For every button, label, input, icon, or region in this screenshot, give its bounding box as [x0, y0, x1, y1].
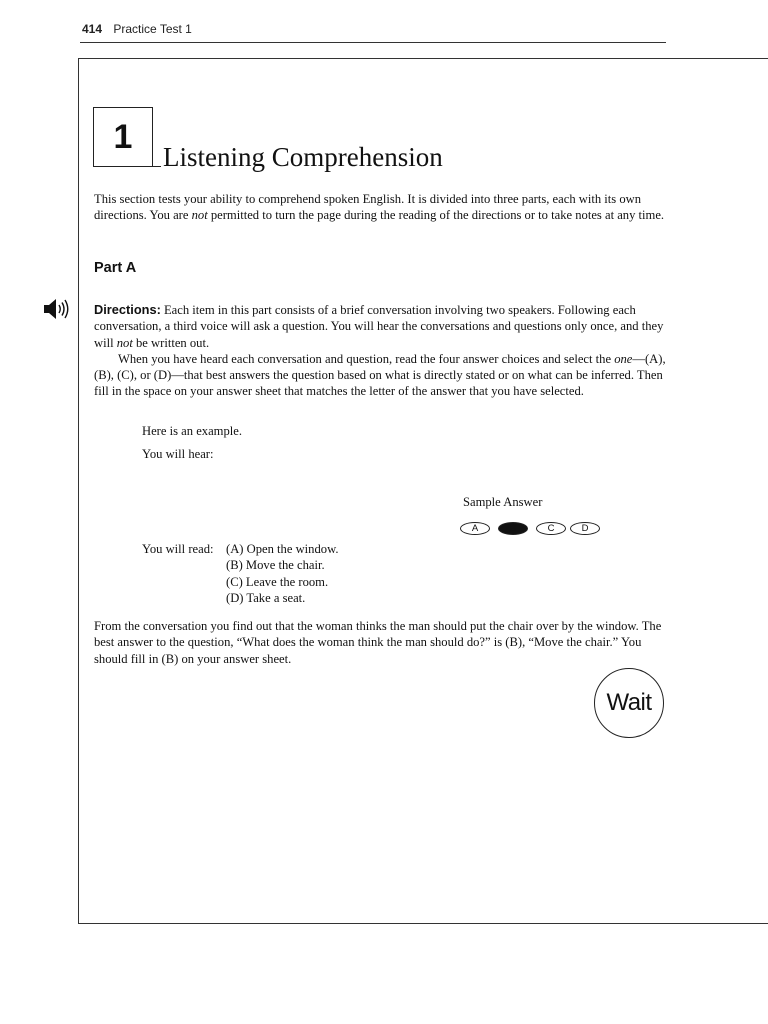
- directions-text-3: When you have heard each conversation and question, read the four answer choices and select the: [118, 351, 615, 366]
- section-number-box: 1: [93, 107, 153, 167]
- intro-text-1: This section tests your ability to comprehend spoken English. It is divided into three parts, each with its own directions. You are: [94, 192, 642, 223]
- directions-label: Directions:: [94, 302, 161, 317]
- answer-choices: [226, 541, 339, 606]
- section-box-rule: [153, 166, 161, 167]
- choice-b: (B) Move the chair.: [226, 558, 325, 573]
- bubble-a: A: [460, 522, 490, 535]
- running-title: Practice Test 1: [113, 22, 192, 36]
- directions-para-2: [94, 351, 669, 400]
- directions-block: [94, 302, 669, 400]
- will-read-label: You will read:: [142, 542, 214, 556]
- speaker-icon[interactable]: [42, 297, 72, 321]
- bubble-d: D: [570, 522, 600, 535]
- directions-text-1: Each item in this part consists of a brief conversation involving two speakers. Following each conversation, a third voice will ask a question. You will hear the conversations and questions only once, and they will: [94, 303, 664, 350]
- section-intro: [94, 191, 669, 224]
- example-explanation: From the conversation you find out that the woman thinks the man should put the chair over by the window. The best answer to the question, “What does the woman think the man should do?” is (B), “Move the chair.” You should fill in (B) on your answer sheet.: [94, 619, 662, 666]
- running-header: [82, 22, 666, 36]
- choice-d: (D) Take a seat.: [226, 590, 306, 605]
- section-title: Listening Comprehension: [163, 142, 443, 172]
- directions-text-2: be written out.: [132, 335, 210, 350]
- directions-emphasis-not: not: [116, 335, 133, 350]
- directions-emphasis-one: one: [614, 351, 633, 366]
- directions-para-1: [94, 302, 669, 351]
- will-hear-label: You will hear:: [142, 447, 214, 461]
- bubble-b-filled: B: [498, 522, 528, 535]
- intro-emphasis: not: [191, 208, 208, 223]
- bubble-c: C: [536, 522, 566, 535]
- sample-answer-label: Sample Answer: [463, 495, 543, 509]
- part-heading: Part A: [94, 260, 137, 276]
- choice-c: (C) Leave the room.: [226, 574, 329, 589]
- intro-text-2: permitted to turn the page during the reading of the directions or to take notes at any time.: [207, 208, 665, 223]
- wait-sign: Wait: [594, 668, 664, 738]
- directions-text-4: —(A), (B), (C), or (D)—that best answers the question based on what is directly stated or on what can be inferred. Then fill in the space on your answer sheet that matches the letter of the answer that you have selected.: [94, 351, 666, 399]
- page-number: 414: [82, 22, 103, 36]
- answer-bubbles: [460, 520, 610, 538]
- choice-a: (A) Open the window.: [226, 542, 339, 556]
- header-rule: [80, 42, 666, 43]
- content-frame: [78, 58, 768, 924]
- example-intro: Here is an example.: [142, 424, 243, 438]
